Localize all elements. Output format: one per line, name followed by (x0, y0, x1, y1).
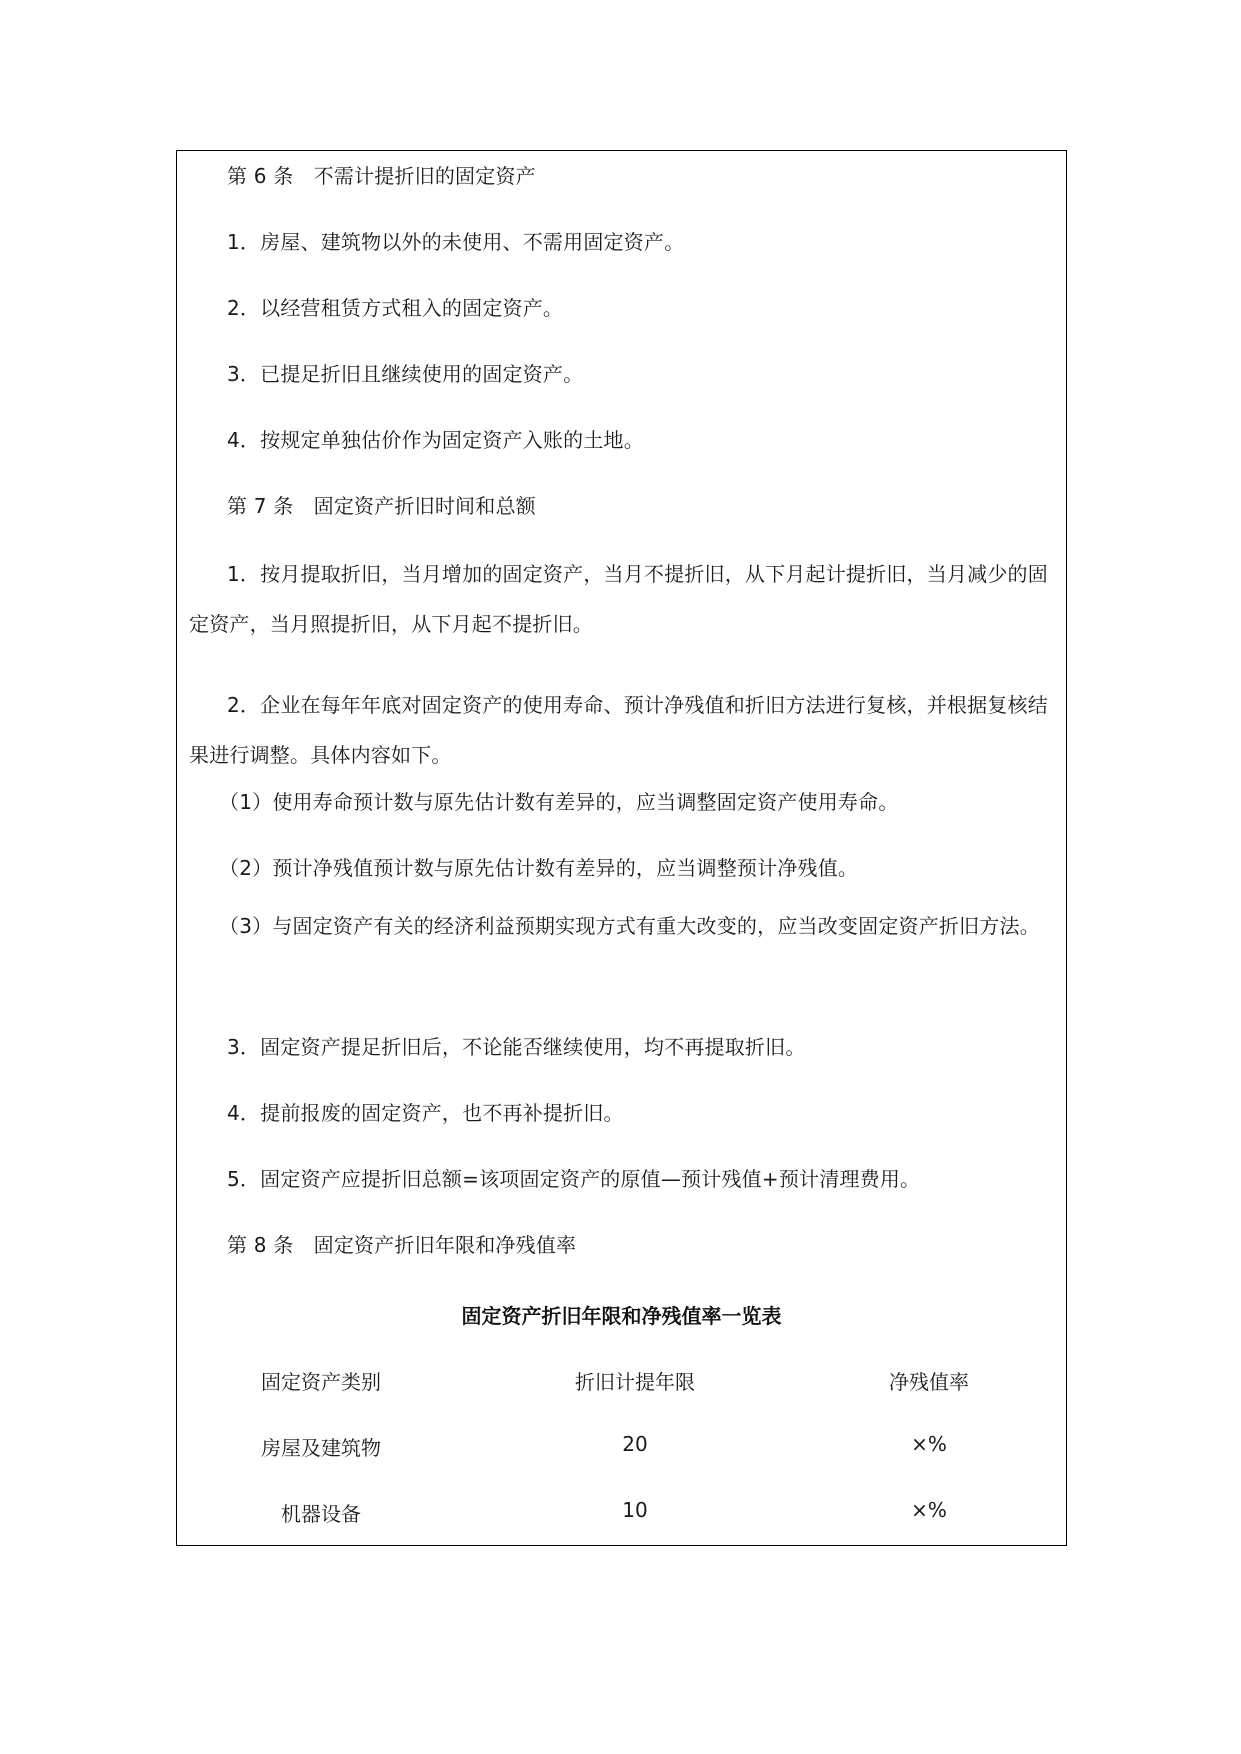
table-cell: 房屋及建筑物 (261, 1436, 381, 1460)
table-cell: 10 (622, 1498, 648, 1522)
article-7-paragraph-4: 4．提前报废的固定资产，也不再补提折旧。 (227, 1101, 624, 1125)
table-header-row (177, 1366, 1066, 1394)
article-7-paragraph-1: 1．按月提取折旧，当月增加的固定资产，当月不提折旧，从下月起计提折旧，当月减少的固定资产，当月照提折旧，从下月起不提折旧。 (189, 562, 1048, 636)
article-8-heading: 第 8 条 固定资产折旧年限和净残值率 (227, 1233, 577, 1257)
article-7-subitem-2: （2）预计净残值预计数与原先估计数有差异的，应当调整预计净残值。 (219, 856, 859, 880)
article-7-paragraph-5: 5．固定资产应提折旧总额=该项固定资产的原值—预计残值+预计清理费用。 (227, 1167, 921, 1191)
article-7-heading: 第 7 条 固定资产折旧时间和总额 (227, 494, 536, 518)
article-6-item-2: 2．以经营租赁方式租入的固定资产。 (227, 296, 564, 320)
article-7-paragraph-2: 2．企业在每年年底对固定资产的使用寿命、预计净残值和折旧方法进行复核，并根据复核结果进行调整。具体内容如下。 (189, 693, 1048, 767)
article-6-item-1: 1．房屋、建筑物以外的未使用、不需用固定资产。 (227, 230, 685, 254)
table-header-cell: 固定资产类别 (261, 1370, 381, 1394)
table-cell: 机器设备 (281, 1502, 361, 1526)
article-6-item-3: 3．已提足折旧且继续使用的固定资产。 (227, 362, 584, 386)
article-6-item-4: 4．按规定单独估价作为固定资产入账的土地。 (227, 428, 644, 452)
article-7-subitem-1: （1）使用寿命预计数与原先估计数有差异的，应当调整固定资产使用寿命。 (219, 790, 899, 814)
document-box (176, 150, 1067, 1546)
table-header-cell: 净残值率 (889, 1370, 969, 1394)
table-cell: 20 (622, 1432, 648, 1456)
table-row (177, 1498, 1066, 1526)
article-6-heading: 第 6 条 不需计提折旧的固定资产 (227, 164, 536, 188)
table-cell: ×% (911, 1498, 947, 1522)
table-row (177, 1432, 1066, 1460)
article-7-subitem-3: （3）与固定资产有关的经济利益预期实现方式有重大改变的，应当改变固定资产折旧方法。 (219, 914, 1040, 938)
table-title: 固定资产折旧年限和净残值率一览表 (461, 1304, 782, 1328)
table-cell: ×% (911, 1432, 947, 1456)
article-7-paragraph-3: 3．固定资产提足折旧后，不论能否继续使用，均不再提取折旧。 (227, 1035, 806, 1059)
table-header-cell: 折旧计提年限 (575, 1370, 695, 1394)
